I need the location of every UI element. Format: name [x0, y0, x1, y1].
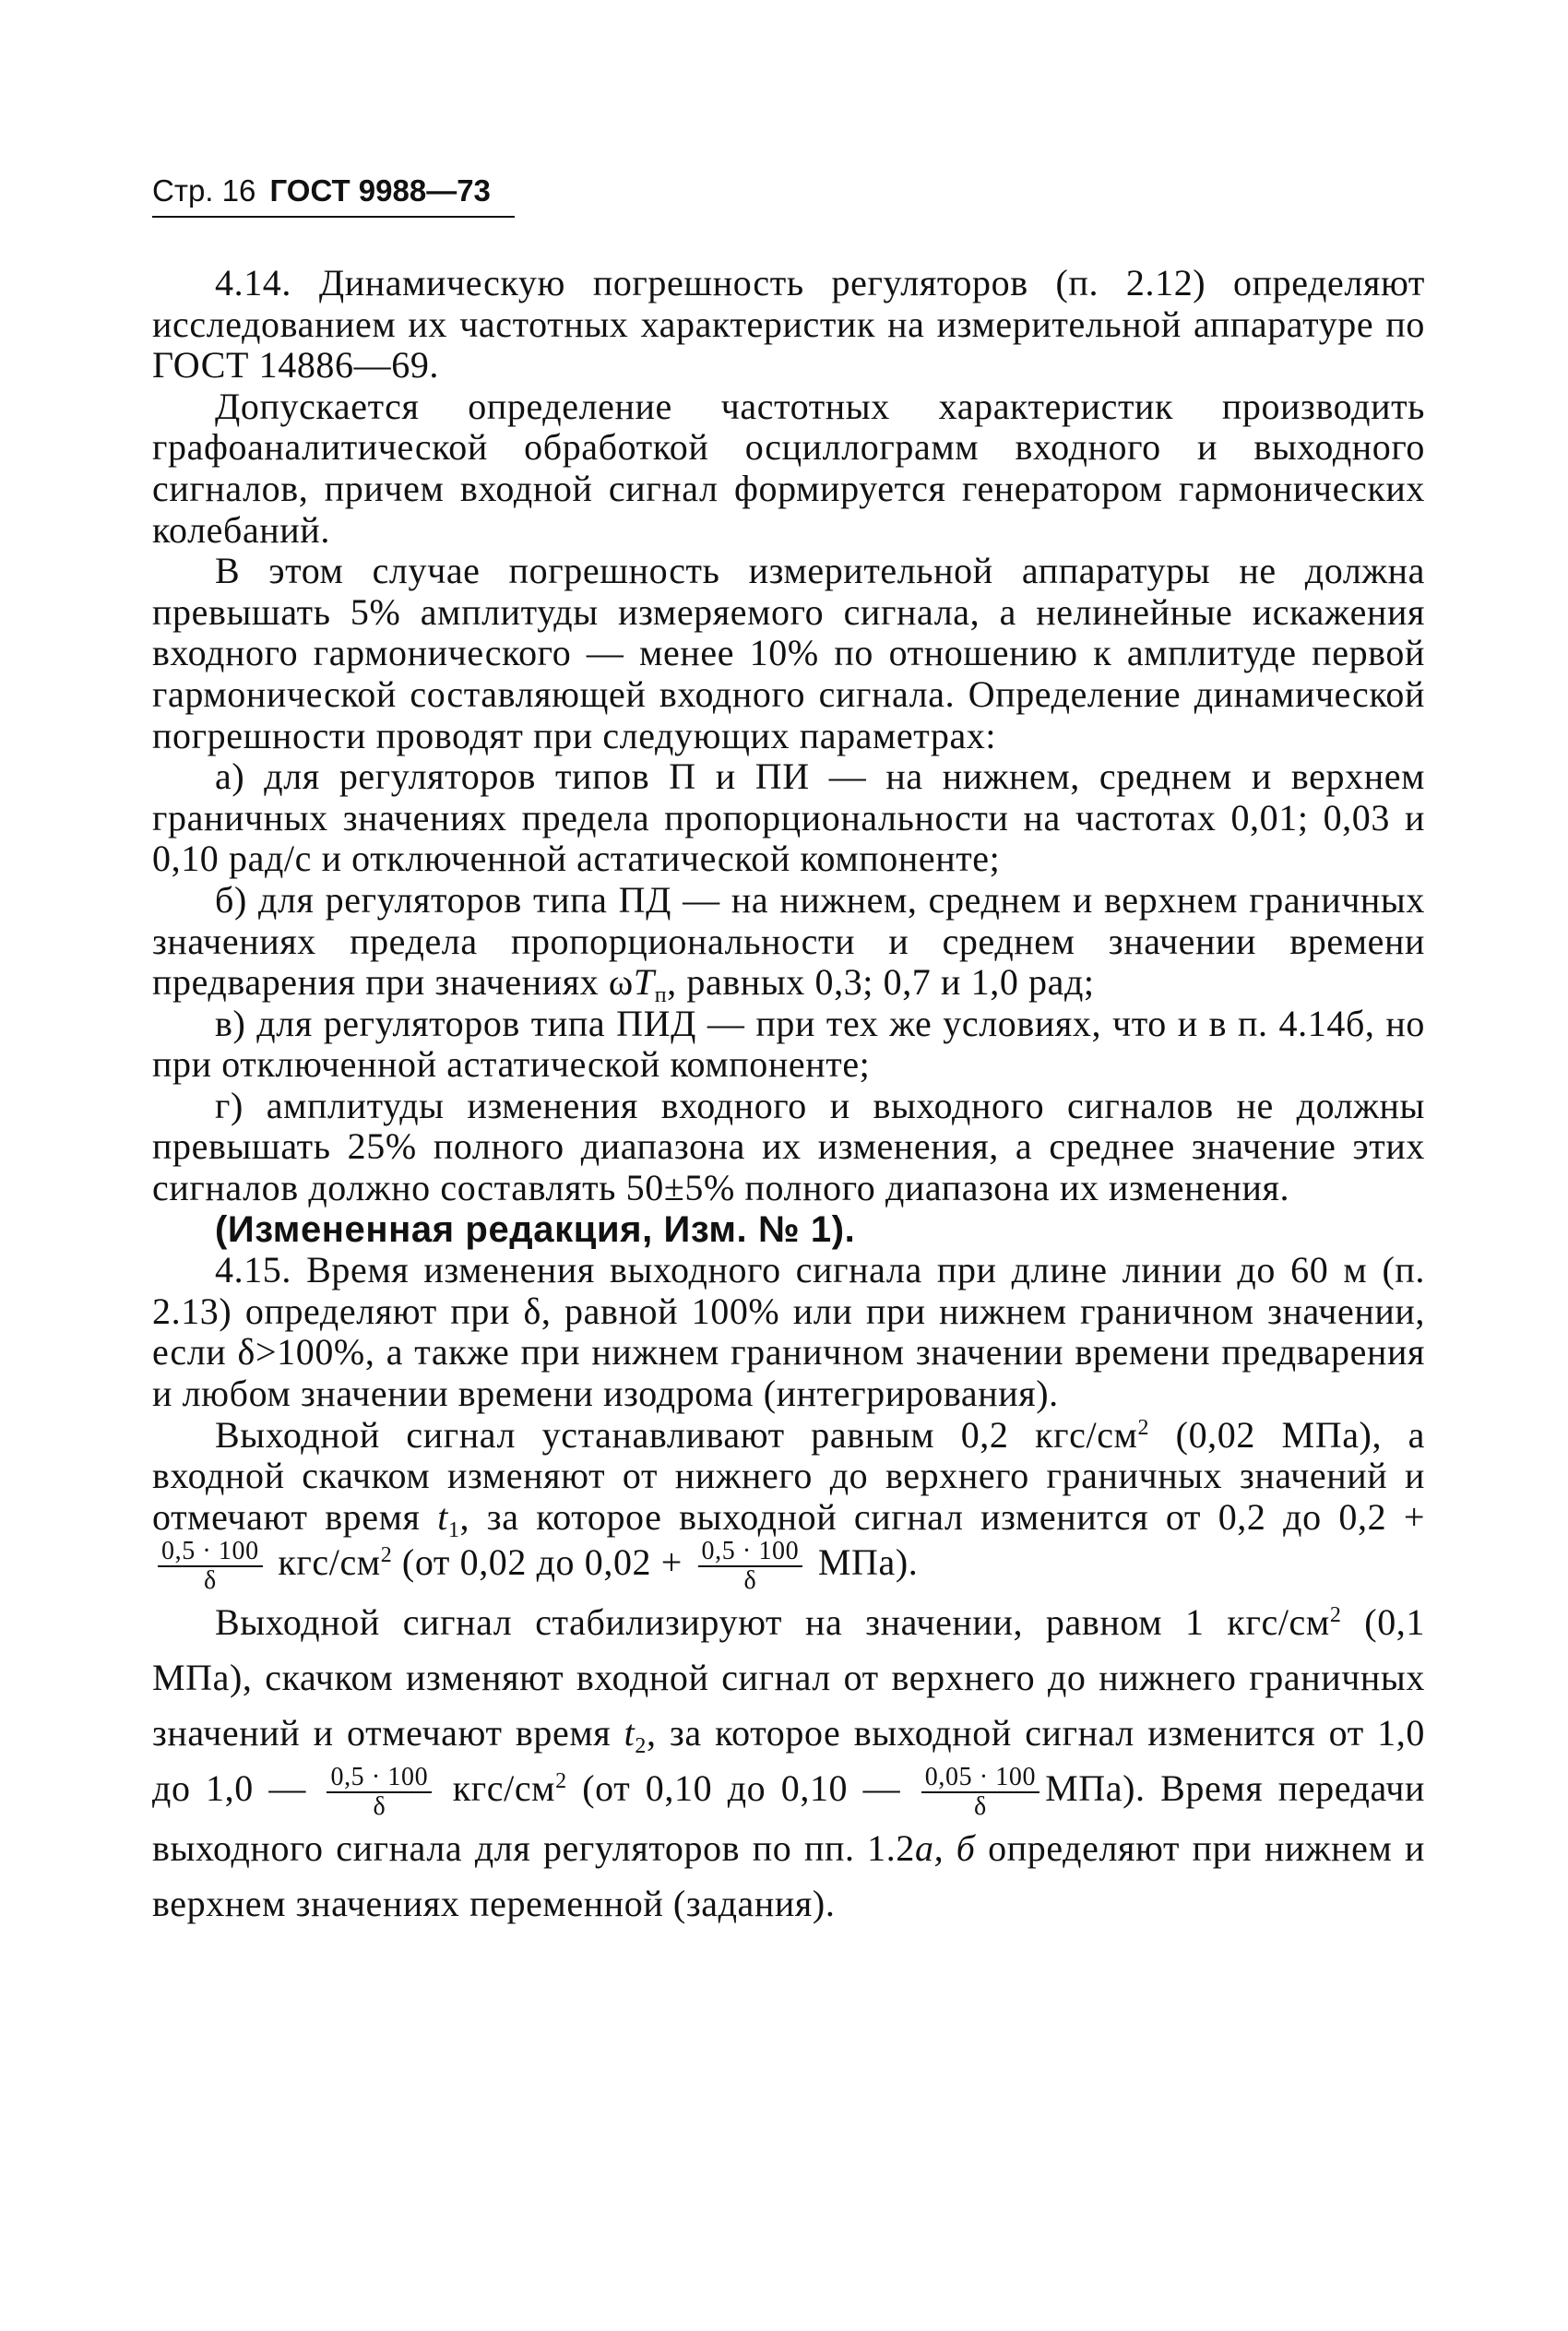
fraction-denominator: δ — [974, 1792, 987, 1822]
amendment-note: (Измененная редакция, Изм. № 1). — [215, 1208, 856, 1250]
list-item-a: а) для регуляторов типов П и ПИ — на нижнем, среднем и верхнем граничных значениях предела пропорциональности на частотах 0,01; 0,03 и 0,10 рад/с и отключенной астатической компоненте; — [152, 755, 1425, 880]
paragraph-error-conditions: В этом случае погрешность измерительной аппаратуры не должна превышать 5% амплитуды измеряемого сигнала, а нелинейные искажения входного гармонического — менее 10% по отношению к амплитуде первой гармонической составляющей входного сигнала. Определение динамической погрешности проводят при следующих параметрах: — [152, 550, 1425, 756]
list-item-b — [152, 878, 1425, 1008]
list-item-v: в) для регуляторов типа ПИД — при тех же условиях, что и в п. 4.14б, но при отключенной астатической компоненте; — [152, 1002, 1425, 1086]
superscript: 2 — [555, 1769, 567, 1794]
paragraph-graphoanalytic: Допускается определение частотных характеристик производить графоаналитической обработкой осциллограмм входного и выходного сигналов, причем входной сигнал формируется генератором гармонических колебаний. — [152, 385, 1425, 551]
text-fragment: (от 0,02 до 0,02 + — [392, 1541, 693, 1584]
fraction — [921, 1764, 1039, 1821]
fraction-denominator: δ — [373, 1792, 386, 1822]
text-fragment: (0,1 МПа), скачком изменяют входной сигнал от верхнего до нижнего граничных значений и отмечают время — [152, 1601, 1426, 1754]
text-fragment: Выходной сигнал устанавливают равным 0,2 кгс/см — [215, 1413, 1138, 1456]
superscript: 2 — [1329, 1603, 1342, 1628]
paragraph-output-rise — [152, 1415, 1425, 1596]
time-symbol: T — [633, 961, 655, 1004]
subscript: п — [654, 983, 668, 1008]
list-item-g: г) амплитуды изменения входного и выходного сигналов не должны превышать 25% полного диапазона их изменения, а среднее значение этих сигналов должно составлять 50±5% полного диапазона их изменения. — [152, 1084, 1425, 1209]
time-symbol: t — [624, 1712, 636, 1754]
fraction-denominator: δ — [203, 1566, 217, 1596]
text-fragment: МПа). Время передачи выходного сигнала для регуляторов по пп. 1.2 — [152, 1767, 1425, 1870]
document-body — [152, 263, 1425, 1932]
superscript: 2 — [380, 1543, 393, 1568]
text-fragment: (от 0,10 до 0,10 — — [566, 1767, 916, 1810]
fraction-numerator: 0,5 · 100 — [158, 1538, 263, 1567]
text-fragment: кгс/см — [267, 1541, 381, 1584]
subscript: 2 — [635, 1734, 647, 1759]
paragraph-4-15: 4.15. Время изменения выходного сигнала при длине линии до 60 м (п. 2.13) определяют при δ, равной 100% или при нижнем граничном значении, если δ>100%, а также при нижнем граничном значении времени предварения и любом значении времени изодрома (интегрирования). — [152, 1249, 1425, 1415]
paragraph-4-14: 4.14. Динамическую погрешность регуляторов (п. 2.12) определяют исследованием их частотных характеристик на измерительной аппаратуре по ГОСТ 14886—69. — [152, 262, 1425, 387]
text-fragment: , за которое выходной сигнал изменится от 0,2 до 0,2 + — [459, 1495, 1425, 1538]
list-item-b-tail: , равных 0,3; 0,7 и 1,0 рад; — [667, 961, 1095, 1004]
text-fragment: МПа). — [808, 1541, 919, 1584]
time-symbol: t — [437, 1495, 448, 1538]
page-number: Стр. 16 — [152, 173, 256, 208]
italic-reference: а, б — [914, 1827, 976, 1870]
text-fragment: , за которое выходной сигнал изменится от 1,0 до 1,0 — — [152, 1712, 1425, 1810]
text-fragment: Выходной сигнал стабилизируют на значении, равном 1 кгс/см — [215, 1601, 1330, 1644]
text-fragment: определяют при нижнем и верхнем значениях переменной (задания). — [152, 1827, 1425, 1925]
fraction — [327, 1764, 432, 1821]
fraction-denominator: δ — [743, 1566, 757, 1596]
list-item-b-text: б) для регуляторов типа ПД — на нижнем, среднем и верхнем граничных значениях предела пропорциональности и среднем значении времени предварения при значениях ω — [152, 878, 1425, 1004]
page-header — [152, 173, 515, 218]
text-fragment: кгс/см — [437, 1767, 556, 1810]
subscript: 1 — [447, 1517, 460, 1542]
text-fragment: (0,02 МПа), а входной скачком изменяют от нижнего до верхнего граничных значений и отмечают время — [152, 1413, 1425, 1538]
superscript: 2 — [1137, 1415, 1150, 1440]
paragraph-output-fall — [152, 1595, 1425, 1932]
fraction-numerator: 0,5 · 100 — [327, 1764, 432, 1793]
fraction-numerator: 0,5 · 100 — [698, 1538, 803, 1567]
fraction-numerator: 0,05 · 100 — [921, 1764, 1039, 1793]
document-code: ГОСТ 9988—73 — [269, 173, 491, 208]
fraction — [158, 1538, 263, 1595]
fraction — [698, 1538, 803, 1595]
